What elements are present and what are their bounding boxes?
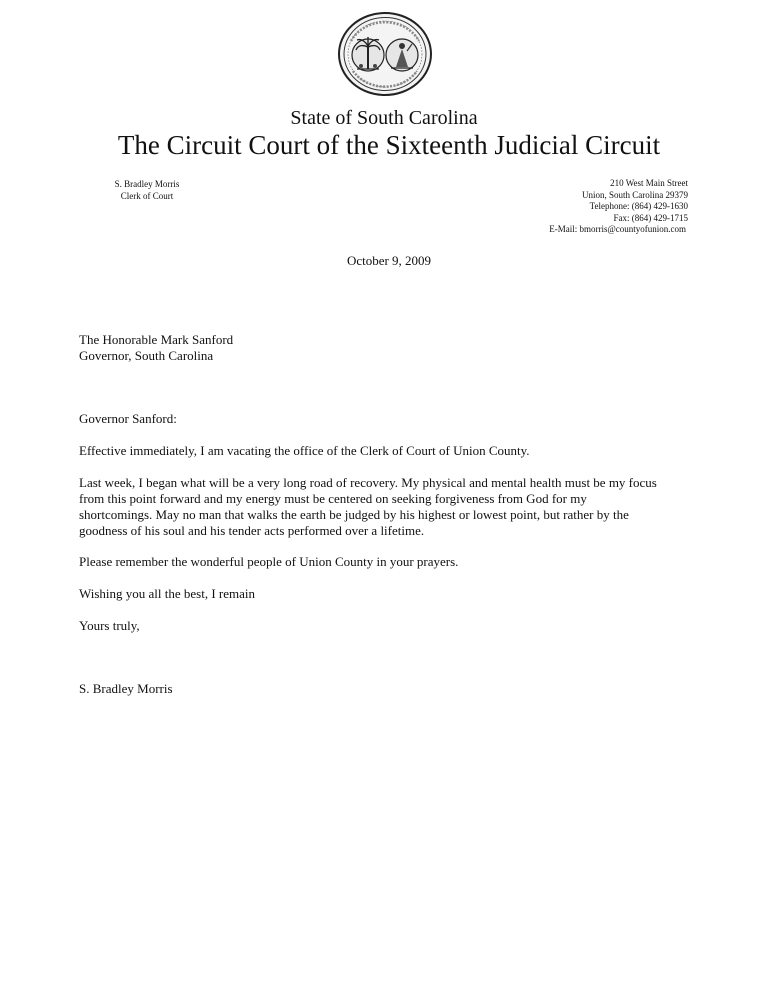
street-address: 210 West Main Street — [610, 178, 688, 188]
clerk-title: Clerk of Court — [120, 190, 174, 201]
state-seal-icon — [337, 11, 433, 97]
clerk-name: S. Bradley Morris — [114, 179, 180, 189]
email: E-Mail: bmorris@countyofunion.com — [549, 224, 686, 234]
letter-date: October 9, 2009 — [346, 253, 432, 268]
closing: Yours truly, — [79, 618, 140, 633]
fax: Fax: (864) 429-1715 — [613, 212, 688, 223]
state-title: State of South Carolina — [290, 107, 478, 129]
body-paragraph-3: Please remember the wonderful people of Union County in your prayers. — [79, 554, 459, 569]
body-paragraph-2 — [79, 475, 709, 539]
body-paragraph-2-line: goodness of his soul and his tender acts performed over a lifetime. — [79, 523, 425, 538]
recipient-title: Governor, South Carolina — [79, 348, 214, 363]
court-title: The Circuit Court of the Sixteenth Judicial Circuit — [117, 130, 661, 160]
clerk-info — [104, 179, 190, 202]
body-paragraph-4: Wishing you all the best, I remain — [79, 586, 256, 601]
court-contact-info — [551, 178, 688, 236]
body-paragraph-2-line: Last week, I began what will be a very long road of recovery. My physical and mental health must be my focus — [79, 475, 657, 490]
salutation: Governor Sanford: — [79, 411, 177, 426]
body-paragraph-1: Effective immediately, I am vacating the office of the Clerk of Court of Union County. — [79, 443, 530, 458]
body-paragraph-2-line: shortcomings. May no man that walks the earth be judged by his highest or lowest point, but rather by the — [79, 507, 629, 522]
recipient-name: The Honorable Mark Sanford — [79, 332, 234, 347]
signature-name: S. Bradley Morris — [79, 681, 173, 696]
body-paragraph-2-line: from this point forward and my energy must be centered on seeking forgiveness from God for my — [79, 491, 587, 506]
city-state-zip: Union, South Carolina 29379 — [582, 189, 688, 200]
telephone: Telephone: (864) 429-1630 — [589, 201, 688, 211]
